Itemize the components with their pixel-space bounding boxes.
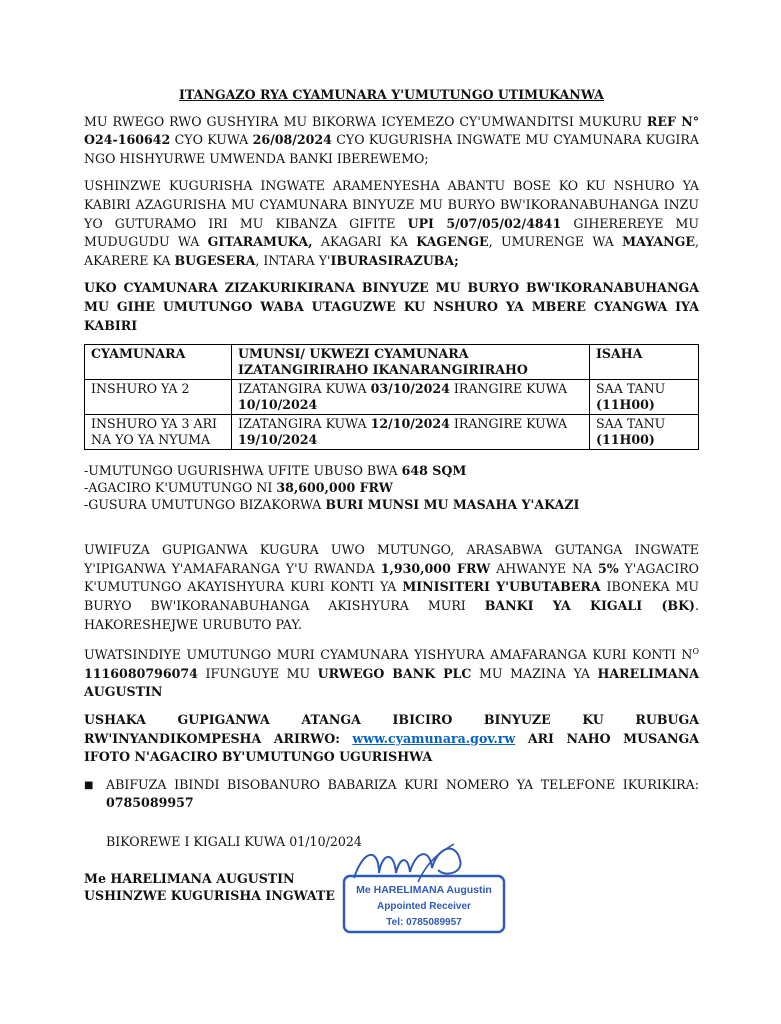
time-cell [590, 415, 699, 450]
time-cell [590, 380, 699, 415]
stamp-line-3: Tel: 0785089957 [386, 916, 462, 928]
text: -GUSURA UMUTUNGO BIZAKORWA [84, 497, 326, 513]
stamp-line-2: Appointed Receiver [377, 900, 471, 912]
sector-name: MAYANGE [622, 234, 695, 250]
property-value: 38,600,000 FRW [276, 480, 393, 496]
text: -AGACIRO K'UMUTUNGO NI [84, 480, 277, 496]
round-cell: INSHURO YA 3 ARI NA YO YA NYUMA [85, 415, 232, 450]
table-header-row [85, 345, 699, 380]
text: USHINZWE KUGURISHA INGWATE ARAMENYESHA ABANTU BOSE KO KU NSHURO YA KABIRI AZAGURISHA MU CYAMUNARA BINYUZE MU BURYO BW'IKORANABUHANGA INZU YO GUTURAMO IRI MU KIBANZA GIFITE [84, 178, 699, 231]
text: IZATANGIRA KUWA [238, 381, 371, 397]
text: CYO KUWA [170, 132, 253, 148]
notice-document [84, 86, 700, 928]
text: CYO KUGURISHA INGWATE MU CYAMUNARA KUGIRA NGO HISHYURWE UMWENDA BANKI IBEREWEMO; [84, 132, 699, 166]
property-value-line [84, 479, 699, 496]
text: IRANGIRE KUWA [449, 416, 568, 432]
signatory-name: Me HARELIMANA AUGUSTIN [84, 870, 295, 886]
receiving-bank: URWEGO BANK PLC [317, 665, 472, 681]
text: GIHEREREYE MU MUDUGUDU WA [84, 215, 699, 250]
text: MU RWEGO RWO GUSHYIRA MU BIKORWA ICYEMEZO CY'UMWANDITSI MUKURU [84, 113, 647, 129]
village-name: GITARAMUKA, [207, 234, 313, 250]
receiver-stamp-icon [334, 838, 514, 938]
bullet-icon: ■ [84, 779, 94, 791]
text: MU MAZINA YA [471, 665, 598, 681]
time-hour: (11H00) [596, 432, 655, 448]
text: UWATSINDIYE UMUTUNGO MURI CYAMUNARA YISHYURA AMAFARANGA KURI KONTI N [84, 647, 693, 663]
account-holder: HARELIMANA AUGUSTIN [84, 665, 699, 700]
bidding-paragraph [84, 711, 699, 767]
district-name: BUGESERA [174, 252, 256, 268]
start-date: 03/10/2024 [370, 381, 450, 397]
decision-date: 26/08/2024 [252, 132, 332, 148]
round-cell: INSHURO YA 2 [85, 380, 232, 415]
text: IRANGIRE KUWA [449, 381, 568, 397]
reference-number: REF N° O24-160642 [84, 113, 700, 148]
payment-paragraph [84, 643, 699, 702]
time-hour: (11H00) [596, 397, 655, 413]
header-dates: UMUNSI/ UKWEZI CYAMUNARA IZATANGIRIRAHO IKANARANGIRIRAHO [232, 345, 590, 380]
text: -UMUTUNGO UGURISHWA UFITE UBUSO BWA [84, 463, 402, 479]
account-number: 1116080796074 [84, 665, 198, 681]
signatory-role: USHINZWE KUGURISHA INGWATE [84, 887, 335, 903]
property-size: 648 SQM [401, 463, 467, 479]
auction-schedule-table [84, 344, 699, 450]
superscript: O [692, 647, 699, 657]
header-time: ISAHA [590, 345, 699, 380]
deposit-percent: 5% [597, 560, 619, 576]
end-date: 10/10/2024 [238, 397, 318, 413]
signature-scribble [354, 848, 461, 877]
cell-name: KAGENGE [416, 234, 489, 250]
text: IFUNGUYE MU [197, 665, 318, 681]
upi-number: UPI 5/07/05/02/4841 [407, 215, 562, 231]
ministry-name: MINISITERI Y'UBUTABERA [402, 579, 601, 595]
text: IZATANGIRA KUWA [238, 416, 371, 432]
visit-line [84, 496, 699, 513]
text: , INTARA Y' [255, 252, 331, 268]
table-row [85, 380, 699, 415]
intro-paragraph [84, 113, 699, 169]
text: Y'AGACIRO K'UMUTUNGO AKAYISHYURA KURI KONTI YA [84, 560, 700, 595]
text: , UMURENGE WA [488, 234, 623, 250]
text: USHAKA GUPIGANWA ATANGA IBICIRO BINYUZE KU RUBUGA RW'INYANDIKOMPESHA ARIRWO: [84, 712, 699, 746]
dates-cell [232, 415, 590, 450]
text: . HAKORESHEJWE URUBUTO PAY. [84, 597, 699, 632]
text: ABIFUZA IBINDI BISOBANURO BABARIZA KURI NOMERO YA TELEFONE IKURIKIRA: [106, 776, 699, 792]
visit-hours: BURI MUNSI MU MASAHA Y'AKAZI [325, 497, 580, 513]
text: AKAGARI KA [312, 234, 417, 250]
text: UWIFUZA GUPIGANWA KUGURA UWO MUTUNGO, ARASABWA GUTANGA INGWATE Y'IPIGANWA Y'AMAFARANGA Y'U RWANDA [84, 542, 699, 576]
property-paragraph [84, 177, 699, 270]
end-date: 19/10/2024 [238, 432, 318, 448]
auction-website-link[interactable]: www.cyamunara.gov.rw [352, 730, 516, 746]
property-size-line [84, 462, 699, 479]
document-title: ITANGAZO RYA CYAMUNARA Y'UMUTUNGO UTIMUKANWA [179, 87, 604, 102]
text: , AKARERE KA [84, 234, 700, 268]
place-and-date: BIKOREWE I KIGALI KUWA 01/10/2024 [106, 834, 362, 850]
text: IBONEKA MU BURYO BW'IKORANABUHANGA AKISHYURA MURI [84, 579, 699, 613]
province-name: IBURASIRAZUBA; [330, 252, 459, 268]
text: ARI NAHO MUSANGA IFOTO N'AGACIRO BY'UMUTUNGO UGURISHWA [84, 730, 700, 765]
time-text: SAA TANU [596, 416, 666, 432]
deposit-paragraph [84, 541, 699, 634]
contact-bullet [84, 776, 699, 813]
signature-block [84, 870, 699, 928]
table-row [85, 415, 699, 450]
start-date: 12/10/2024 [370, 416, 450, 432]
schedule-heading: UKO CYAMUNARA ZIZAKURIKIRANA BINYUZE MU BURYO BW'IKORANABUHANGA MU GIHE UMUTUNGO WABA UTAGUZWE KU NSHURO YA MBERE CYANGWA IYA KABIRI [84, 280, 699, 333]
time-text: SAA TANU [596, 381, 666, 397]
contact-text [106, 776, 699, 813]
property-facts [84, 462, 699, 513]
text: AHWANYE NA [490, 560, 598, 576]
header-auction: CYAMUNARA [85, 345, 232, 380]
bank-name: BANKI YA KIGALI (BK) [484, 597, 695, 613]
stamp-line-1: Me HARELIMANA Augustin [356, 883, 492, 896]
deposit-amount: 1,930,000 FRW [380, 560, 491, 576]
contact-phone: 0785089957 [106, 795, 194, 811]
dates-cell [232, 380, 590, 415]
